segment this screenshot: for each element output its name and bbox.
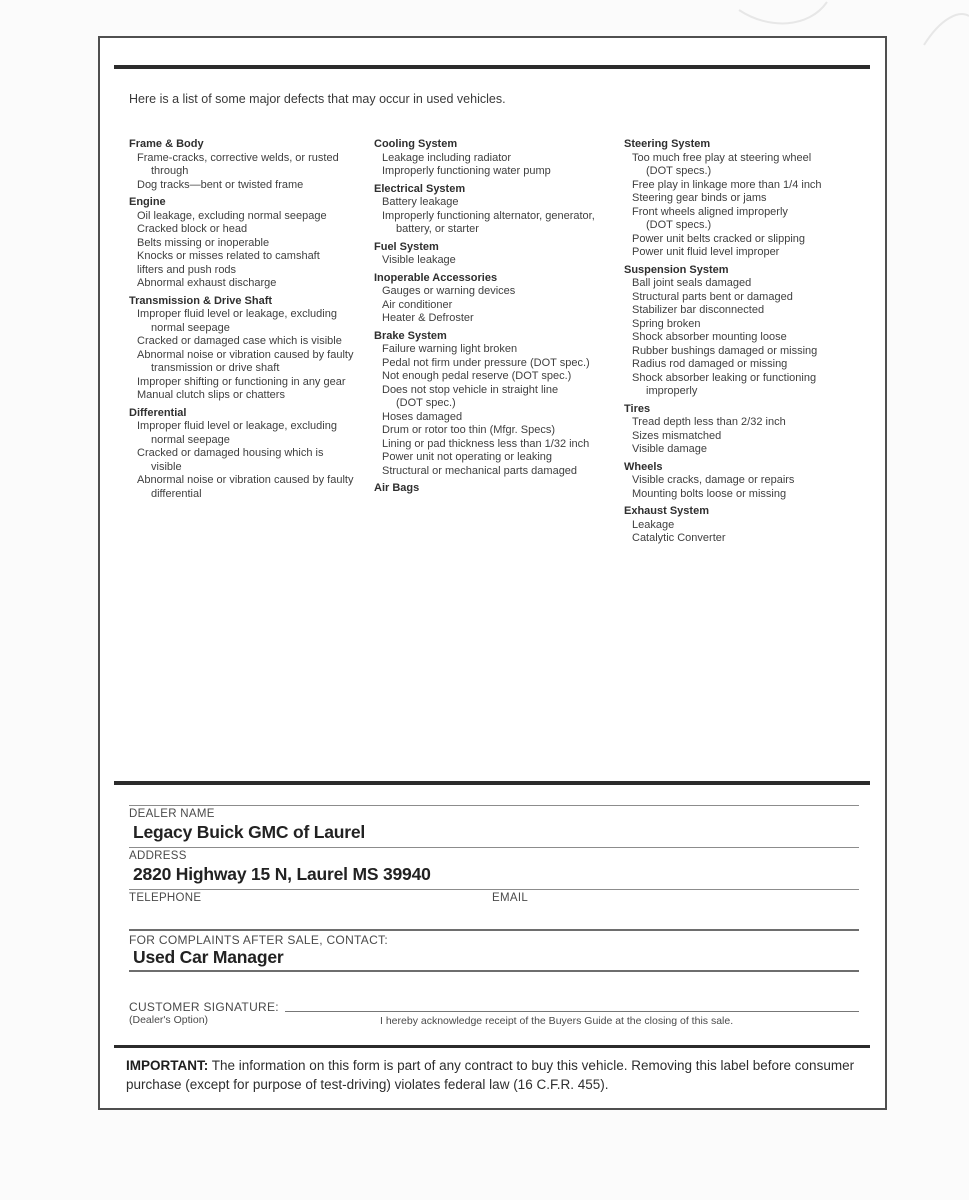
defect-line: Power unit belts cracked or slipping [632,232,806,245]
defect-section-title: Differential [129,406,187,419]
defect-line: Abnormal noise or vibration caused by faulty [137,474,354,486]
defect-section-title: Exhaust System [624,505,709,517]
defect-line: Too much free play at steering wheel [632,151,812,164]
defect-line: (DOT spec.) [396,397,456,409]
defect-line: Cracked or damaged case which is visible [137,335,342,347]
field-line [129,889,859,890]
defects-column [129,138,374,550]
defect-line: through [151,165,189,177]
defect-section-title: Transmission & Drive Shaft [129,294,273,307]
defect-section [129,138,374,192]
defect-line: Cracked or damaged housing which is [137,447,324,459]
defect-line: Leakage including radiator [382,151,512,164]
defect-line: Free play in linkage more than 1/4 inch [632,178,822,191]
defect-section [624,505,881,546]
defect-section [374,138,624,179]
defect-line: lifters and push rods [137,263,237,276]
defect-section [374,482,624,496]
defect-section [374,183,624,237]
defect-line: Gauges or warning devices [382,285,516,297]
defect-section-title: Inoperable Accessories [374,271,498,284]
defect-line: Mounting bolts loose or missing [632,487,787,500]
signature-line [285,999,859,1012]
defect-line: Visible cracks, damage or repairs [632,474,795,486]
defect-line: Not enough pedal reserve (DOT spec.) [382,370,572,382]
defect-line: Catalytic Converter [632,532,726,544]
defect-line: Rubber bushings damaged or missing [632,344,818,357]
defect-section-title: Suspension System [624,263,729,276]
defect-line: Belts missing or inoperable [137,236,270,249]
email-label: EMAIL [492,892,529,904]
defect-line: Improper fluid level or leakage, excluding [137,420,337,432]
defect-line: Front wheels aligned improperly [632,205,788,218]
defect-line: Oil leakage, excluding normal seepage [137,209,327,222]
defect-line: Dog tracks—bent or twisted frame [137,178,304,191]
top-divider-rule [114,65,870,69]
defect-line: normal seepage [151,433,230,446]
defect-line: Structural parts bent or damaged [632,290,793,303]
defect-line: Improperly functioning water pump [382,165,551,177]
important-text-body: The information on this form is part of any contract to buy this vehicle. Removing this label before consumer purchase (except for purpose of test-driving) violates federal law (16 C.F.R. 455). [126,1058,855,1092]
defect-line: Visible damage [632,443,708,455]
defect-line: Air conditioner [382,298,453,311]
defect-section-title: Wheels [624,460,663,473]
defect-line: Hoses damaged [382,410,463,423]
defect-line: Power unit fluid level improper [632,246,780,258]
defect-section-title: Tires [624,402,651,415]
customer-signature-row [129,999,859,1014]
dealer-name-label: DEALER NAME [129,808,215,820]
defect-line: Visible leakage [382,254,456,266]
field-line [129,847,859,848]
defects-column [374,138,624,550]
defect-line: Manual clutch slips or chatters [137,389,285,401]
telephone-label: TELEPHONE [129,892,202,904]
defect-line: Abnormal noise or vibration caused by faulty [137,348,354,361]
defect-section [129,196,374,291]
defect-section [374,241,624,268]
complaints-contact-label: FOR COMPLAINTS AFTER SALE, CONTACT: [129,933,388,947]
dealer-name-value: Legacy Buick GMC of Laurel [133,822,366,842]
defect-line: Does not stop vehicle in straight line [382,383,559,396]
address-label: ADDRESS [129,850,187,862]
defect-section-title: Cooling System [374,138,458,150]
defect-line: Leakage [632,518,675,531]
defect-line: Pedal not firm under pressure (DOT spec.) [382,356,590,369]
defect-line: Power unit not operating or leaking [382,451,552,463]
defects-list [129,138,881,550]
field-line [129,929,859,931]
defect-line: Frame-cracks, corrective welds, or rusted [137,151,339,164]
defect-line: (DOT specs.) [646,165,712,177]
defect-line: visible [151,460,182,473]
buyers-guide-back-page [98,36,887,1110]
defect-line: (DOT specs.) [646,219,712,231]
defect-section-title: Electrical System [374,182,466,195]
dealers-option-note: (Dealer's Option) [129,1014,209,1026]
field-line [129,970,859,972]
defect-line: Drum or rotor too thin (Mfgr. Specs) [382,424,555,436]
defect-line: Heater & Defroster [382,312,474,324]
defects-column [624,138,881,550]
defect-line: Battery leakage [382,196,459,208]
defect-line: Cracked block or head [137,223,248,235]
middle-divider-rule [114,781,870,785]
important-notice [126,1056,862,1094]
defect-line: Spring broken [632,317,701,330]
defect-section [624,461,881,502]
defect-line: Sizes mismatched [632,429,722,442]
defect-line: Steering gear binds or jams [632,192,767,204]
defect-line: Shock absorber mounting loose [632,331,787,343]
defect-section [129,407,374,502]
defect-line: Improper fluid level or leakage, excluding [137,308,337,320]
defect-section [624,403,881,457]
field-line [129,805,859,806]
customer-signature-label: CUSTOMER SIGNATURE: [129,1000,279,1014]
defect-line: Shock absorber leaking or functioning [632,371,817,384]
defect-section-title: Brake System [374,329,447,342]
defect-line: Knocks or misses related to camshaft [137,250,320,262]
defect-line: battery, or starter [396,223,479,235]
defect-line: transmission or drive shaft [151,362,280,374]
defect-section-title: Frame & Body [129,138,204,150]
intro-text: Here is a list of some major defects that may occur in used vehicles. [129,92,506,106]
defect-section [374,272,624,326]
complaints-contact-value: Used Car Manager [133,947,284,967]
address-value: 2820 Highway 15 N, Laurel MS 39940 [133,864,431,884]
defect-section-title: Engine [129,196,166,208]
defect-section-title: Steering System [624,138,711,150]
defect-line: Structural or mechanical parts damaged [382,464,578,477]
defect-line: Stabilizer bar disconnected [632,304,765,316]
defect-line: Improperly functioning alternator, generator, [382,209,595,222]
defect-line: Improper shifting or functioning in any gear [137,375,346,388]
defect-section [624,264,881,399]
important-label: IMPORTANT: [126,1058,209,1073]
bottom-divider-rule [114,1045,870,1048]
defect-section-title: Fuel System [374,240,439,253]
defect-section [374,330,624,479]
defect-section-title: Air Bags [374,482,420,494]
defect-line: Failure warning light broken [382,343,518,355]
defect-line: improperly [646,385,698,397]
defect-section [624,138,881,260]
defect-line: Radius rod damaged or missing [632,358,788,370]
defect-line: Lining or pad thickness less than 1/32 inch [382,437,590,450]
acknowledge-text: I hereby acknowledge receipt of the Buyers Guide at the closing of this sale. [380,1015,734,1027]
defect-line: Tread depth less than 2/32 inch [632,416,786,428]
defect-line: normal seepage [151,321,230,334]
defect-line: differential [151,487,202,500]
defect-line: Abnormal exhaust discharge [137,277,277,289]
defect-line: Ball joint seals damaged [632,277,752,289]
defect-section [129,295,374,403]
